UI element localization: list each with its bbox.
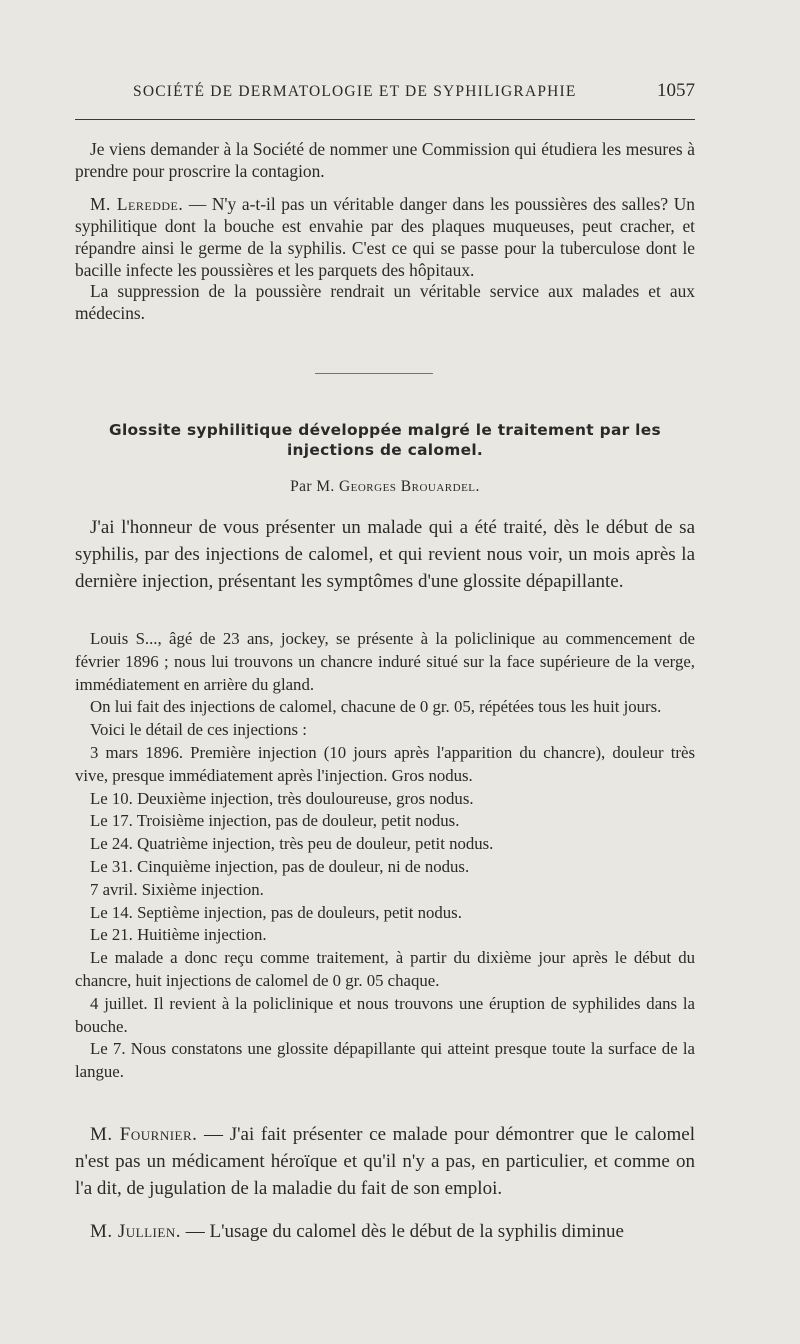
running-header — [133, 80, 695, 102]
injection-entry: Le 14. Septième injection, pas de douleurs, petit nodus. — [90, 902, 462, 922]
fournier-paragraph — [75, 1121, 695, 1202]
leredde-paragraph — [75, 194, 695, 281]
case-paragraph: Louis S..., âgé de 23 ans, jockey, se présente à la policlinique au commencement de février 1896 ; nous lui trouvons un chancre induré situé sur la face supérieure de la verge, immédiatement en arrière du gland. — [75, 629, 695, 694]
case-paragraph: 4 juillet. Il revient à la policlinique et nous trouvons une éruption de syphilides dans la bouche. — [75, 993, 695, 1036]
injection-entry: 7 avril. Sixième injection. — [90, 879, 264, 899]
case-paragraph: Voici le détail de ces injections : — [90, 720, 307, 740]
case-paragraph: On lui fait des injections de calomel, chacune de 0 gr. 05, répétées tous les huit jours. — [90, 697, 662, 717]
leredde-text: — N'y a-t-il pas un véritable danger dans les poussières des salles? Un syphilitique dont la bouche est envahie par des plaques muqueuses, peut cracher, et répandre ainsi le germe de la syphilis. C'est ce qui se passe pour la tuberculose dont le bacille infecte les poussières et les parquets des hôpitaux. — [75, 194, 695, 280]
article-title: Glossite syphilitique développée malgré le traitement par les injections de calomel. — [109, 421, 661, 459]
article-byline — [75, 478, 695, 496]
lead-paragraph: J'ai l'honneur de vous présenter un malade qui a été traité, dès le début de sa syphilis, par des injections de calomel, et qui revient nous voir, un mois après la dernière injection, présentant les symptômes d'une glossite dépapillante. — [75, 517, 695, 592]
page-number: 1057 — [657, 80, 695, 101]
injection-entry: Le 17. Troisième injection, pas de douleur, petit nodus. — [90, 811, 460, 831]
case-report — [75, 628, 695, 1084]
intro-section — [75, 139, 695, 325]
speaker-jullien: M. Jullien. — [90, 1221, 181, 1242]
speaker-leredde: M. Leredde. — [90, 194, 184, 215]
case-paragraph: Le 7. Nous constatons une glossite dépapillante qui atteint presque toute la surface de la langue. — [75, 1039, 695, 1082]
header-rule — [75, 119, 695, 120]
injection-entry: 3 mars 1896. Première injection (10 jours après l'apparition du chancre), douleur très vive, presque immédiatement après l'injection. Gros nodus. — [75, 742, 695, 785]
injection-entry: Le 24. Quatrième injection, très peu de douleur, petit nodus. — [90, 834, 494, 854]
intro-paragraph-1: Je viens demander à la Société de nommer une Commission qui étudiera les mesures à prendre pour proscrire la contagion. — [75, 139, 695, 181]
running-title: SOCIÉTÉ DE DERMATOLOGIE ET DE SYPHILIGRAPHIE — [133, 83, 577, 100]
byline-author: Georges Brouardel. — [338, 478, 480, 495]
discussion-section — [75, 1121, 695, 1245]
section-separator — [315, 373, 433, 374]
case-paragraph: Le malade a donc reçu comme traitement, à partir du dixième jour après le début du chancre, huit injections de calomel de 0 gr. 05 chaque. — [75, 948, 695, 990]
speaker-fournier: M. Fournier. — [90, 1124, 198, 1145]
byline-prefix: Par M. — [290, 478, 339, 495]
injection-entry: Le 31. Cinquième injection, pas de douleur, ni de nodus. — [90, 856, 470, 876]
injection-entry: Le 21. Huitième injection. — [90, 925, 267, 945]
lead-section — [75, 514, 695, 595]
fournier-text: — J'ai fait présenter ce malade pour démontrer que le calomel n'est pas un médicament héroïque et qu'il n'y a pas, en particulier, et comme on l'a dit, de jugulation de la maladie du fait de son emploi. — [75, 1124, 695, 1199]
intro-paragraph-3: La suppression de la poussière rendrait un véritable service aux malades et aux médecins. — [75, 281, 695, 323]
injection-entry: Le 10. Deuxième injection, très douloureuse, gros nodus. — [90, 788, 474, 808]
jullien-text: — L'usage du calomel dès le début de la syphilis diminue — [180, 1221, 624, 1242]
jullien-paragraph — [75, 1218, 695, 1245]
